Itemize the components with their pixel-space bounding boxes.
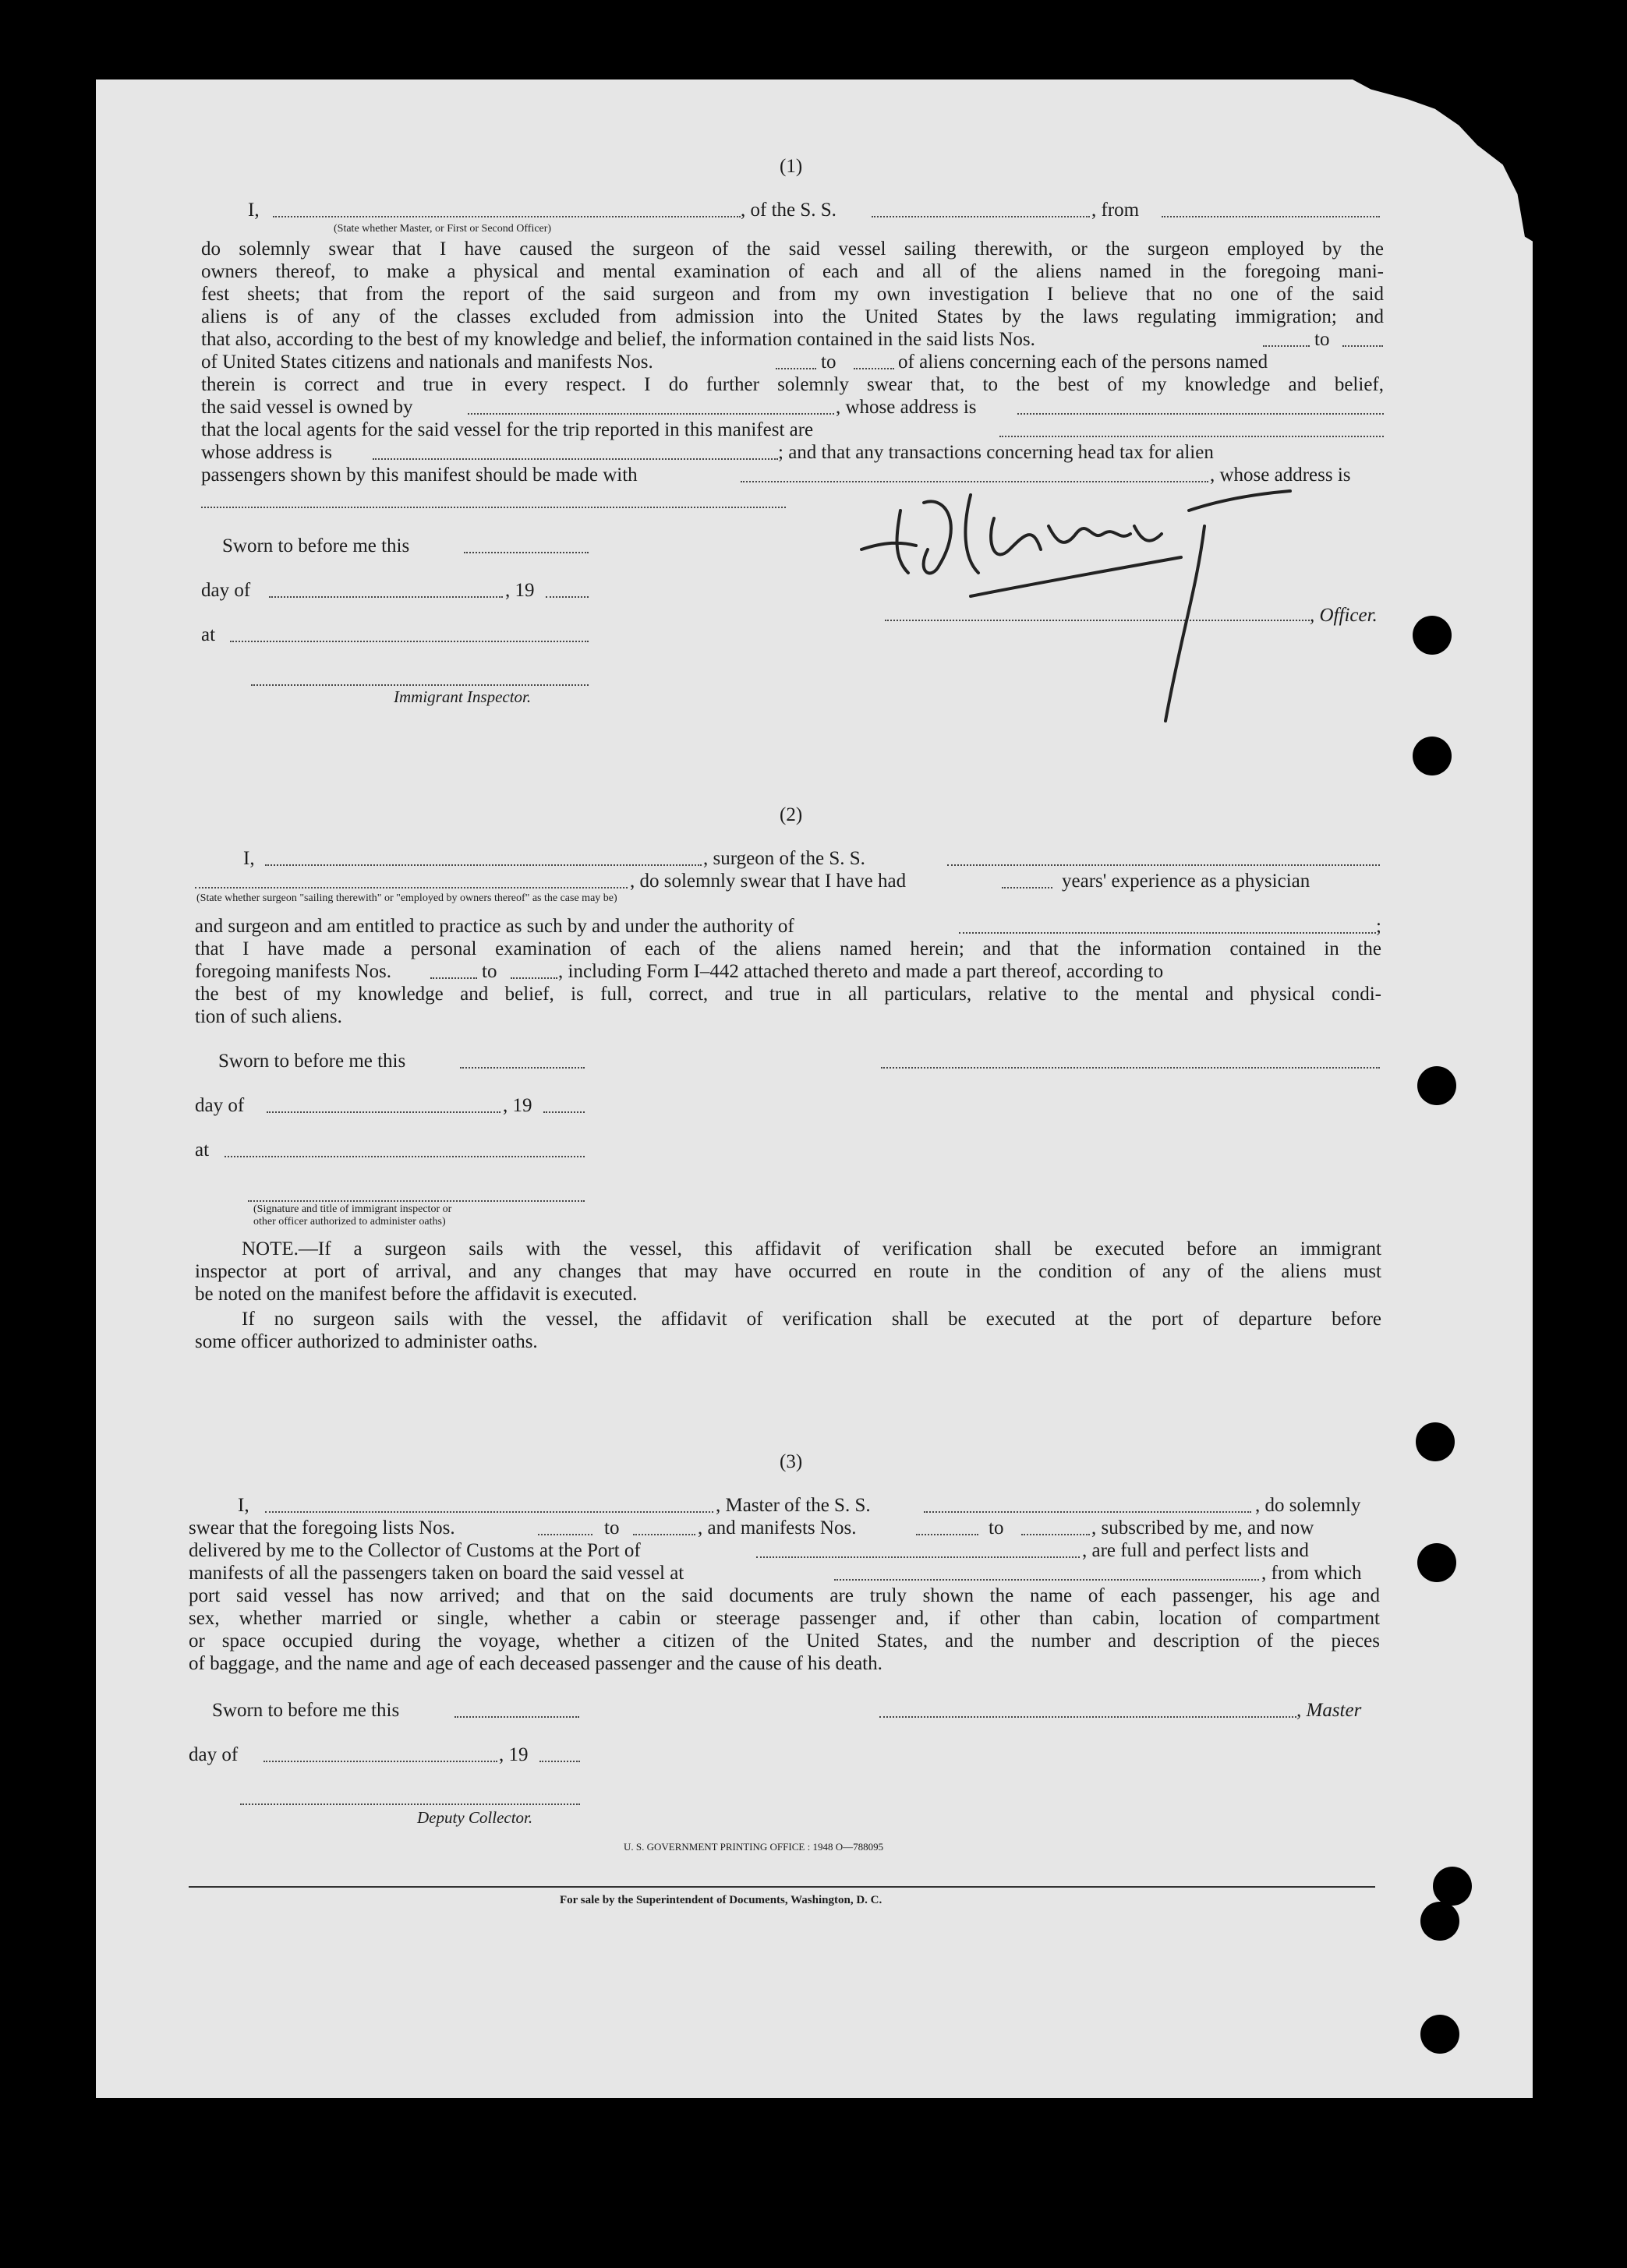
s1-agents-address-field[interactable]: [373, 458, 778, 460]
punch-hole: [1417, 1066, 1456, 1105]
s3-l8: of baggage, and the name and age of each deceased passenger and the cause of his death.: [189, 1653, 882, 1674]
s2-surgeon-sig-field[interactable]: [881, 1067, 1380, 1069]
s2-surgeon-note: (State whether surgeon "sailing therewith" or "employed by owners thereof" as the case may be): [196, 892, 617, 904]
s2-years-field[interactable]: [1002, 887, 1052, 888]
s1-l8b: , whose address is: [836, 397, 977, 418]
s1-lists-to-field[interactable]: [1342, 345, 1383, 347]
s3-sworn: Sworn to before me this: [212, 1700, 400, 1721]
s3-l2b: to: [604, 1517, 620, 1538]
s3-lists-from-field[interactable]: [538, 1534, 592, 1535]
s1-from-field[interactable]: [1162, 216, 1380, 217]
s3-l3a: delivered by me to the Collector of Customs at the Port of: [189, 1540, 641, 1561]
s1-l11a: passengers shown by this manifest should be made with: [201, 465, 638, 486]
officer-signature: [854, 479, 1321, 729]
s1-owner-field[interactable]: [468, 413, 834, 415]
s2-l2b: years' experience as a physician: [1062, 871, 1310, 892]
s3-day: day of: [189, 1744, 239, 1765]
s3-l3b: , are full and perfect lists and: [1082, 1540, 1309, 1561]
s1-sworn: Sworn to before me this: [222, 535, 410, 556]
s2-manifests-from-field[interactable]: [430, 977, 477, 979]
s2-semicolon: ;: [1376, 916, 1381, 937]
s2-day: day of: [195, 1095, 245, 1116]
s2-authority-field[interactable]: [959, 932, 1376, 934]
s2-l4: that I have made a personal examination of each of the aliens named herein; and that the information contained in the: [195, 938, 1381, 959]
s2-note2: inspector at port of arrival, and any changes that may have occurred en route in the condition of any of the aliens must: [195, 1261, 1381, 1282]
punch-hole: [1417, 1543, 1456, 1582]
s2-manifests-to-field[interactable]: [511, 977, 557, 979]
s3-master-sig-field[interactable]: [879, 1716, 1296, 1718]
s1-officer-label: , Officer.: [1310, 605, 1378, 626]
s3-master-name-field[interactable]: [265, 1511, 713, 1513]
s1-line1-i: I,: [248, 200, 260, 221]
s3-l6: sex, whether married or single, whether a cabin or steerage passenger and, if other than cabin, location of compartment: [189, 1608, 1380, 1629]
s1-year: , 19: [505, 580, 535, 601]
s1-manifests-from-field[interactable]: [776, 368, 816, 369]
s3-vessel-field[interactable]: [924, 1511, 1251, 1513]
gpo-imprint: U. S. GOVERNMENT PRINTING OFFICE : 1948 O—788095: [624, 1841, 884, 1853]
s3-l1c: , do solemnly: [1255, 1495, 1361, 1516]
s3-l2c: , and manifests Nos.: [698, 1517, 857, 1538]
s1-l7: therein is correct and true in every respect. I do further solemnly swear that, to the best of my knowledge and belief,: [201, 374, 1384, 395]
s2-note4: If no surgeon sails with the vessel, the affidavit of verification shall be executed at the port of departure before: [242, 1309, 1381, 1330]
s1-l5a: that also, according to the best of my knowledge and belief, the information contained in the said lists Nos.: [201, 329, 1035, 350]
section-1-number: (1): [780, 156, 803, 177]
s1-para-line: owners thereof, to make a physical and mental examination of each and all of the aliens named in the foregoing mani-: [201, 261, 1384, 282]
s1-l9: that the local agents for the said vessel for the trip reported in this manifest are: [201, 419, 814, 440]
s1-lists-from-field[interactable]: [1263, 345, 1310, 347]
s1-officer-title-field[interactable]: [273, 216, 741, 217]
s2-l7: tion of such aliens.: [195, 1006, 342, 1027]
s1-l10a: whose address is: [201, 442, 333, 463]
s3-l7: or space occupied during the voyage, whether a citizen of the United States, and the number and description of the pieces: [189, 1630, 1380, 1652]
s1-para-line: aliens is of any of the classes excluded from admission into the United States by the laws regulating immigration; and: [201, 306, 1384, 327]
s3-l5: port said vessel has now arrived; and that on the said documents are truly shown the name of each passenger, his age and: [189, 1585, 1380, 1606]
punch-hole: [1420, 2015, 1459, 2054]
s1-day: day of: [201, 580, 251, 601]
punch-hole: [1433, 1867, 1472, 1906]
s2-at: at: [195, 1139, 210, 1160]
s1-l11b: , whose address is: [1210, 465, 1351, 486]
s1-at: at: [201, 624, 216, 645]
s3-year-field[interactable]: [539, 1761, 580, 1762]
s2-year: , 19: [503, 1095, 532, 1116]
s2-day-field[interactable]: [267, 1111, 500, 1113]
s1-l6c: of aliens concerning each of the persons named: [898, 352, 1268, 373]
sale-notice: For sale by the Superintendent of Documents, Washington, D. C.: [560, 1894, 882, 1906]
s1-l5b: to: [1314, 329, 1330, 350]
punch-hole: [1420, 1902, 1459, 1941]
s2-l2a: , do solemnly swear that I have had: [630, 871, 907, 892]
s2-note5: some officer authorized to administer oaths.: [195, 1331, 538, 1352]
s2-l5a: foregoing manifests Nos.: [195, 961, 392, 982]
s3-l2d: to: [989, 1517, 1004, 1538]
punch-hole: [1413, 616, 1452, 655]
s3-l1a: I,: [238, 1495, 249, 1516]
s1-inspector-label: Immigrant Inspector.: [394, 687, 532, 706]
s2-note1: NOTE.—If a surgeon sails with the vessel, this affidavit of verification shall be executed before an immigrant: [242, 1238, 1381, 1259]
punch-hole: [1413, 737, 1452, 775]
s1-sworn-field[interactable]: [464, 552, 589, 553]
s2-surgeon-name-field[interactable]: [265, 864, 702, 866]
s3-l2a: swear that the foregoing lists Nos.: [189, 1517, 455, 1538]
s1-head-tax-address-field[interactable]: [201, 507, 786, 508]
s1-line1-ss: , of the S. S.: [741, 200, 836, 221]
s2-sworn: Sworn to before me this: [218, 1051, 406, 1072]
punch-hole: [1416, 1422, 1455, 1461]
s1-owner-address-field[interactable]: [1017, 413, 1384, 415]
s3-l1b: , Master of the S. S.: [716, 1495, 871, 1516]
s2-l3: and surgeon and am entitled to practice as such by and under the authority of: [195, 916, 794, 937]
s2-l1a: I,: [243, 848, 255, 869]
s3-year: , 19: [499, 1744, 529, 1765]
s2-l5b: to: [482, 961, 497, 982]
s3-port-field[interactable]: [756, 1556, 1080, 1558]
s1-manifests-to-field[interactable]: [854, 368, 894, 369]
s1-para-line: do solemnly swear that I have caused the surgeon of the said vessel sailing therewith, or the surgeon employed by the: [201, 238, 1384, 260]
footer-rule: [189, 1886, 1375, 1888]
section-2-number: (2): [780, 804, 803, 825]
s3-manifests-to-field[interactable]: [1021, 1534, 1090, 1535]
s3-l4a: manifests of all the passengers taken on board the said vessel at: [189, 1563, 684, 1584]
s2-sworn-field[interactable]: [460, 1067, 585, 1069]
s1-l6a: of United States citizens and nationals and manifests Nos.: [201, 352, 653, 373]
s3-master-label: , Master: [1296, 1700, 1362, 1721]
s2-note3: be noted on the manifest before the affidavit is executed.: [195, 1284, 638, 1305]
s1-l6b: to: [821, 352, 836, 373]
s2-vessel-field[interactable]: [947, 864, 1380, 866]
s2-l6: the best of my knowledge and belief, is full, correct, and true in all particulars, relative to the mental and physical condi-: [195, 984, 1381, 1005]
s1-line1-from: , from: [1091, 200, 1140, 221]
s1-officer-note: (State whether Master, or First or Second Officer): [334, 223, 552, 235]
s3-deputy-sig-field[interactable]: [240, 1803, 580, 1805]
s3-l2e: , subscribed by me, and now: [1091, 1517, 1314, 1538]
s3-embark-port-field[interactable]: [834, 1579, 1259, 1581]
s3-manifests-from-field[interactable]: [916, 1534, 978, 1535]
s2-year-field[interactable]: [543, 1111, 585, 1113]
s2-at-field[interactable]: [225, 1156, 585, 1157]
s1-day-field[interactable]: [269, 596, 503, 598]
s2-l1b: , surgeon of the S. S.: [703, 848, 865, 869]
s3-lists-to-field[interactable]: [633, 1534, 695, 1535]
s3-sworn-field[interactable]: [454, 1716, 579, 1718]
s1-year-field[interactable]: [546, 596, 589, 598]
s2-sig-note2: other officer authorized to administer oaths): [253, 1216, 446, 1228]
s1-at-field[interactable]: [230, 641, 589, 642]
s3-l4b: , from which: [1261, 1563, 1362, 1584]
s1-vessel-field[interactable]: [872, 216, 1090, 217]
s1-l8a: the said vessel is owned by: [201, 397, 413, 418]
s2-official-sig-field[interactable]: [248, 1200, 585, 1202]
s2-sig-note1: (Signature and title of immigrant inspector or: [253, 1203, 452, 1215]
s1-agents-field[interactable]: [999, 436, 1384, 437]
s2-surgeon-status-field[interactable]: [195, 887, 628, 888]
s2-l5c: , including Form I–442 attached thereto and made a part thereof, according to: [558, 961, 1164, 982]
s3-day-field[interactable]: [264, 1761, 497, 1762]
s1-para-line: fest sheets; that from the report of the said surgeon and from my own investigation I believe that no one of the said: [201, 284, 1384, 305]
section-3-number: (3): [780, 1451, 803, 1472]
s3-deputy-label: Deputy Collector.: [417, 1808, 533, 1827]
s1-l10b: ; and that any transactions concerning head tax for alien: [778, 442, 1214, 463]
